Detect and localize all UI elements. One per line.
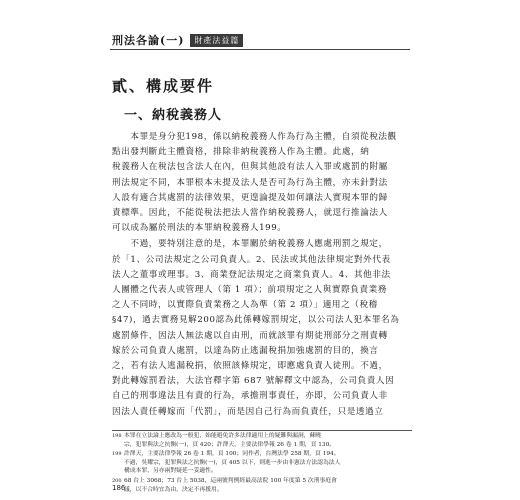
text-line: 因法人責任轉嫁而「代罰」，而是因自己行為而負責任，只是透過立 <box>112 406 384 417</box>
paragraph <box>112 237 412 419</box>
text-line: 處罰條件，因法人無法處以自由刑，而就該罪有期徒刑部分之刑責轉 <box>112 330 388 341</box>
text-line: 人設有適合其處罰的法律效果，更遑論提及如何讓法人實現本罪的歸 <box>112 192 388 203</box>
footnote-number: 200 <box>112 477 122 484</box>
text-line: 法人之董事或理事。3、商業登記法規定之商業負責人。4、其他非法 <box>112 269 391 280</box>
text-line: 對此轉嫁罰看法，大法官釋字第 687 號解釋文中認為，公司負責人因 <box>112 376 395 387</box>
text-line: 不過，要特別注意的是，本罪關於納稅義務人應處刑罰之規定， <box>112 239 388 250</box>
footnote-line: 許澤天，主要法律學報 26 卷 1 期，頁 100；同作者，台灣法學 258 期，頁 194。 <box>124 451 340 458</box>
footnote-line: 構成本罪，另亦兩對疑延一妥適性。 <box>124 468 217 475</box>
chapter-tag: 財產法益篇 <box>190 34 243 47</box>
footnote <box>112 450 412 476</box>
text-line: 責標準。因此，不能從稅法把法人當作納稅義務人，就逕行推論法人 <box>112 208 388 219</box>
footnote-line: 宗，犯罪與法之抗衡(一)，頁 420；許澤天，主要法律學報 26 卷 1 期，頁 130。 <box>124 441 336 448</box>
text-line: §47)，過去實務見解200認為此係轉嫁罰規定，以公司法人犯本罪名為 <box>112 315 400 326</box>
running-header <box>112 32 243 48</box>
header-rule <box>110 49 410 50</box>
text-line: 人團體之代表人或管理人（第 1 項）；前項規定之人與實際負責業務 <box>112 285 388 296</box>
text-line: 自己的刑事違法且有責的行為，承擔刑事責任，亦即，公司負責人非 <box>112 391 388 402</box>
paragraph <box>112 130 412 236</box>
text-line: 可以成為屬於刑法的本罪納稅義務人199。 <box>112 223 287 234</box>
text-line: 稅義務人在稅法包含法人在內，但與其他設有法人入罪或處罰的附屬 <box>112 162 388 173</box>
book-title: 刑法各論(一) <box>112 34 185 47</box>
section-title: 貳、構成要件 <box>112 77 215 95</box>
text-line: 之，若有法人逃漏稅捐，依照該條規定，即應處負責人徒刑。不過， <box>112 361 388 372</box>
footnote-line: 不過，吳耀宗，犯罪與法之抗衡(一)，頁 405 以下，則進一步由非憲法方法認為法人 <box>124 459 341 466</box>
text-line: 本罪是身分犯198，係以納稅義務人作為行為主體，自須從稅法觀 <box>112 132 397 142</box>
body-text <box>112 130 412 421</box>
text-line: 刑法規定不同，本罪根本未提及法人是否可為行為主體，亦未針對法 <box>112 177 388 188</box>
footnotes <box>112 432 412 495</box>
footnote-rule <box>112 430 412 431</box>
page-number: 186 <box>112 484 126 492</box>
footnote-line: 議，以不合時宜為由，決定不再援用。 <box>124 486 223 493</box>
footnote-line: 68 台上 3068；73 台上 5038，這兩號判例經最高法院 100 年度第 5 次刑事庭會 <box>124 477 337 484</box>
text-line: 之人不同時，以實際負責業務之人為準（第 2 項）」適用之（稅稽 <box>112 300 378 311</box>
subsection-title: 一、納稅義務人 <box>124 108 223 123</box>
text-line: 點出發判斷此主體資格，排除非納稅義務人作為主體。此處，納 <box>112 147 370 158</box>
footnote-line: 本罪在立法論上應改為一般犯，始能避免許多法律適用上的疑難與漏洞，蘇曉 <box>124 433 322 439</box>
footnote-number: 199 <box>112 451 122 458</box>
text-line: 於「1、公司法規定之公司負責人。2、民法或其他法律規定對外代表 <box>112 254 391 265</box>
footnote-number: 198 <box>112 433 122 439</box>
footnote <box>112 432 412 449</box>
footnote <box>112 477 412 494</box>
text-line: 嫁於公司負責人處罰，以達為防止逃漏稅捐加強處罰的目的，換言 <box>112 345 379 356</box>
